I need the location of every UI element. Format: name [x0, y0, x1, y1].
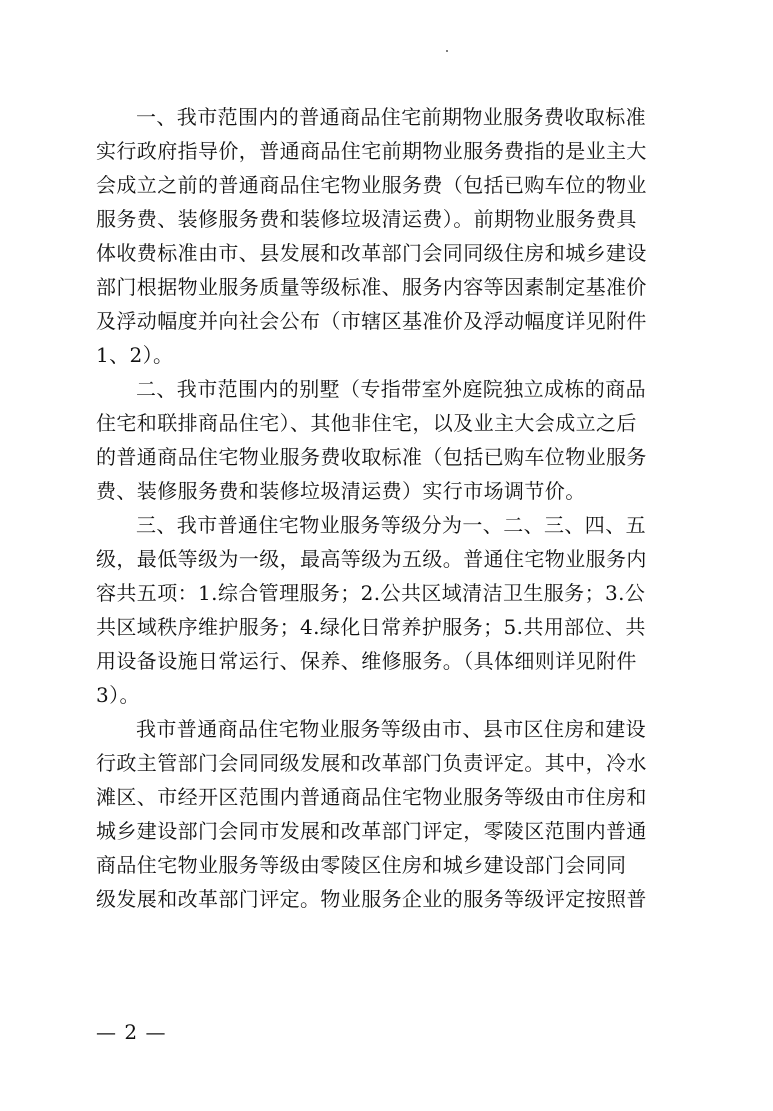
scan-speck — [446, 50, 448, 52]
text-line: 共区域秩序维护服务；4.绿化日常养护服务；5.共用部位、共 — [96, 615, 646, 639]
page-number: — 2 — — [96, 1020, 167, 1044]
text-line: 容共五项：1.综合管理服务；2.公共区域清洁卫生服务；3.公 — [96, 581, 646, 605]
text-line: 服务费、装修服务费和装修垃圾清运费）。前期物业服务费具 — [96, 207, 637, 231]
paragraph-4 — [96, 712, 674, 916]
text-line: 费、装修服务费和装修垃圾清运费）实行市场调节价。 — [96, 479, 586, 503]
text-line: 行政主管部门会同同级发展和改革部门负责评定。其中，冷水 — [96, 751, 647, 775]
text-line: 一、我市范围内的普通商品住宅前期物业服务费收取标准 — [136, 105, 646, 129]
text-line: 1、2）。 — [96, 343, 174, 367]
text-line: 的普通商品住宅物业服务费收取标准（包括已购车位物业服务 — [96, 445, 647, 469]
paragraph-2 — [96, 372, 674, 508]
text-line: 滩区、市经开区范围内普通商品住宅物业服务等级由市住房和 — [96, 785, 647, 809]
text-line: 体收费标准由市、县发展和改革部门会同同级住房和城乡建设 — [96, 241, 647, 265]
text-line: 级，最低等级为一级，最高等级为五级。普通住宅物业服务内 — [96, 547, 647, 571]
text-line: 部门根据物业服务质量等级标准、服务内容等因素制定基准价 — [96, 275, 647, 299]
text-line: 实行政府指导价，普通商品住宅前期物业服务费指的是业主大 — [96, 139, 647, 163]
text-line: 住宅和联排商品住宅）、其他非住宅，以及业主大会成立之后 — [96, 411, 637, 435]
paragraph-3 — [96, 508, 674, 712]
text-line: 用设备设施日常运行、保养、维修服务。（具体细则详见附件 — [96, 649, 637, 673]
text-line: 我市普通商品住宅物业服务等级由市、县市区住房和建设 — [136, 717, 646, 741]
text-line: 商品住宅物业服务等级由零陵区住房和城乡建设部门会同同 — [96, 853, 627, 877]
document-body — [96, 100, 674, 916]
text-line: 及浮动幅度并向社会公布（市辖区基准价及浮动幅度详见附件 — [96, 309, 647, 333]
text-line: 3）。 — [96, 683, 140, 707]
paragraph-1 — [96, 100, 674, 372]
text-line: 二、我市范围内的别墅（专指带室外庭院独立成栋的商品 — [136, 377, 646, 401]
text-line: 三、我市普通住宅物业服务等级分为一、二、三、四、五 — [136, 513, 646, 537]
text-line: 级发展和改革部门评定。物业服务企业的服务等级评定按照普 — [96, 887, 647, 911]
text-line: 城乡建设部门会同市发展和改革部门评定，零陵区范围内普通 — [96, 819, 647, 843]
text-line: 会成立之前的普通商品住宅物业服务费（包括已购车位的物业 — [96, 173, 647, 197]
